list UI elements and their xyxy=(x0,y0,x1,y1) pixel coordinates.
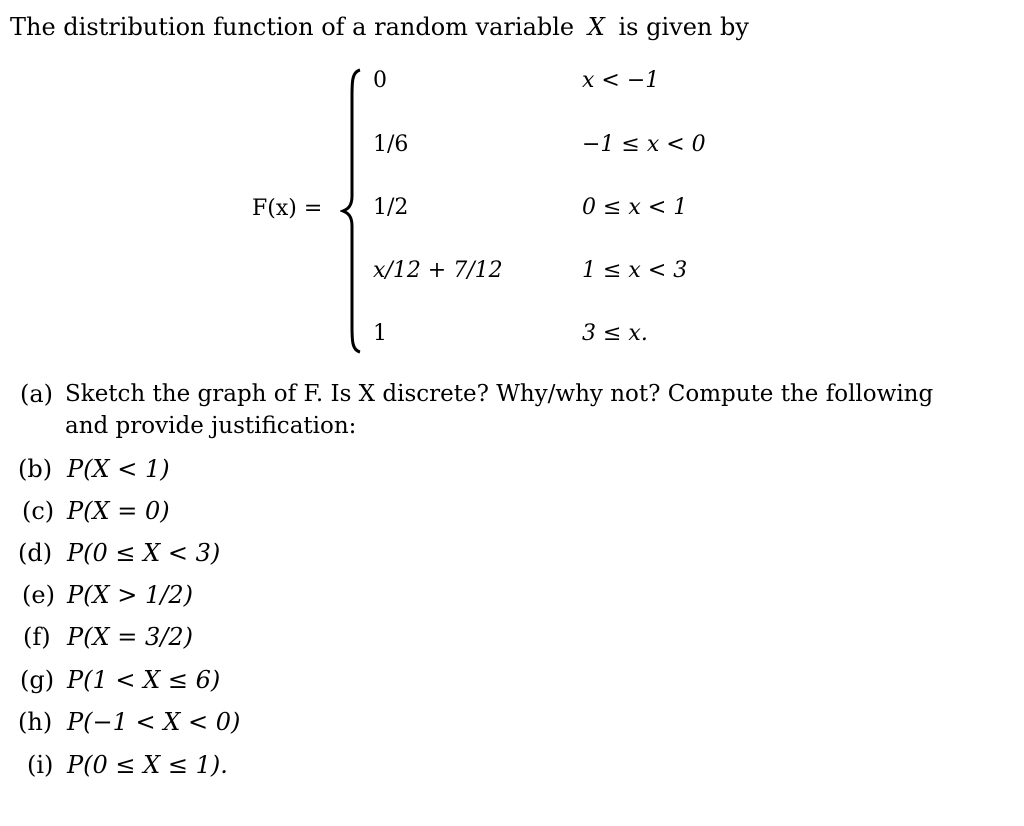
case-condition-1: x < −1 xyxy=(582,68,660,93)
question-e-label: (e) xyxy=(22,581,55,609)
question-i-label: (i) xyxy=(27,751,54,779)
intro-text-before: The distribution function of a random variable xyxy=(10,13,575,41)
question-h-expr: P(−1 < X < 0) xyxy=(67,708,241,736)
case-condition-2: −1 ≤ x < 0 xyxy=(582,132,706,157)
question-b-label: (b) xyxy=(18,455,53,483)
case-condition-4: 1 ≤ x < 3 xyxy=(582,258,688,283)
question-f-expr: P(X = 3/2) xyxy=(67,623,193,651)
question-a-line1: Sketch the graph of F. Is X discrete? Why/why not? Compute the following xyxy=(65,381,934,407)
intro-text-after: is given by xyxy=(618,13,749,41)
question-d-expr: P(0 ≤ X < 3) xyxy=(67,539,221,567)
question-h-label: (h) xyxy=(18,708,53,736)
question-b-expr: P(X < 1) xyxy=(67,455,170,483)
question-a-line2: and provide justification: xyxy=(65,413,357,439)
question-e-expr: P(X > 1/2) xyxy=(67,581,193,609)
intro-line xyxy=(10,12,749,42)
case-value-2: 1/6 xyxy=(373,132,409,157)
question-i-expr: P(0 ≤ X ≤ 1). xyxy=(67,751,228,779)
case-value-1: 0 xyxy=(373,68,387,93)
question-g-label: (g) xyxy=(20,666,55,694)
case-value-5: 1 xyxy=(373,321,387,346)
question-c-expr: P(X = 0) xyxy=(67,497,170,525)
question-a-label: (a) xyxy=(20,380,54,408)
case-condition-5: 3 ≤ x. xyxy=(582,321,648,346)
question-g-expr: P(1 < X ≤ 6) xyxy=(67,666,221,694)
case-condition-3: 0 ≤ x < 1 xyxy=(582,195,688,220)
left-brace xyxy=(340,68,364,354)
question-c-label: (c) xyxy=(22,497,55,525)
case-value-3: 1/2 xyxy=(373,195,409,220)
question-d-label: (d) xyxy=(18,539,53,567)
case-value-4: x/12 + 7/12 xyxy=(373,258,503,283)
definition-lhs: F(x) = xyxy=(252,196,323,221)
intro-variable: X xyxy=(587,13,605,41)
question-f-label: (f) xyxy=(23,623,51,651)
